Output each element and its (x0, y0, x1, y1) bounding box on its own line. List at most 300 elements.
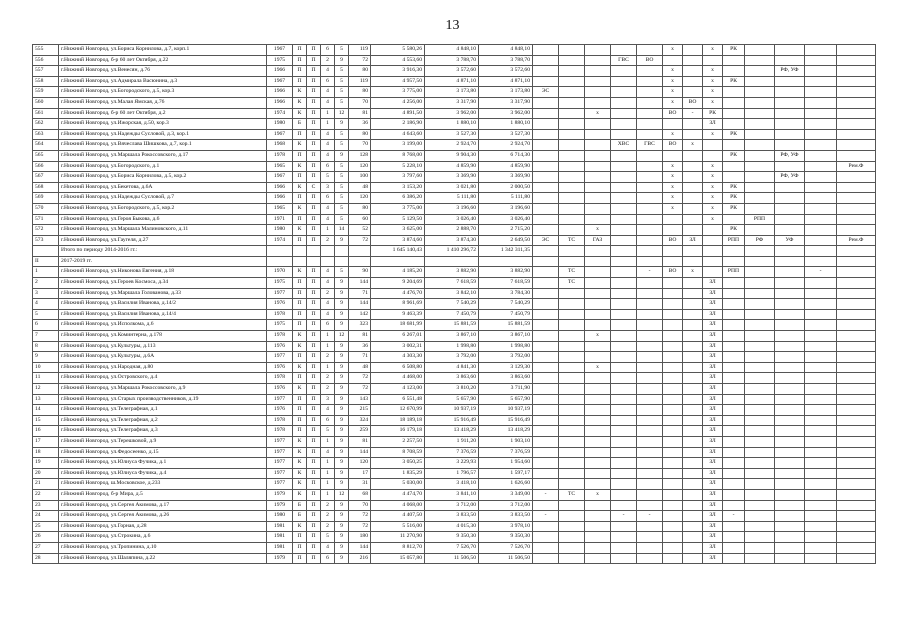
table-cell: 1 (321, 436, 335, 447)
table-cell: 1977 (267, 436, 293, 447)
table-cell: 1966 (267, 87, 293, 98)
table-cell: К (293, 108, 307, 119)
table-row (33, 426, 876, 437)
table-cell: П (307, 394, 321, 405)
table-row (33, 150, 876, 161)
table-cell (585, 405, 611, 416)
table-cell (663, 373, 683, 384)
table-cell: П (307, 373, 321, 384)
table-cell (775, 532, 805, 543)
table-cell (585, 447, 611, 458)
table-cell: 1 835,29 (371, 468, 425, 479)
address-cell: г.Нижний Новгород, ул.Богородского, д.1 (59, 161, 267, 172)
table-cell (559, 182, 585, 193)
table-cell: 1976 (267, 299, 293, 310)
table-cell (723, 172, 745, 183)
table-cell (637, 405, 663, 416)
table-cell: 2 (321, 235, 335, 246)
table-cell (585, 76, 611, 87)
table-cell (611, 542, 637, 553)
table-cell: 1978 (267, 426, 293, 437)
table-cell: 4 848,10 (425, 45, 479, 56)
table-cell (805, 394, 837, 405)
table-cell: 8 768,00 (371, 150, 425, 161)
table-cell: П (307, 436, 321, 447)
table-cell: 259 (349, 426, 371, 437)
table-cell (611, 309, 637, 320)
table-cell (611, 278, 637, 289)
table-cell: 1978 (267, 373, 293, 384)
table-cell: 5 (335, 182, 349, 193)
table-cell (637, 97, 663, 108)
table-cell: 144 (349, 447, 371, 458)
table-cell (745, 182, 775, 193)
table-cell (775, 373, 805, 384)
table-cell: 4 841,30 (425, 362, 479, 373)
table-cell: 72 (349, 373, 371, 384)
table-cell: П (307, 299, 321, 310)
table-cell (805, 140, 837, 151)
table-cell: 1966 (267, 97, 293, 108)
table-cell: 28 (33, 553, 59, 564)
table-cell: 3 867,10 (479, 331, 533, 342)
address-cell: г.Нижний Новгород, ул.Ижорская, д.50, кор.3 (59, 119, 267, 130)
table-cell (637, 214, 663, 225)
table-cell (683, 500, 703, 511)
table-cell (533, 76, 559, 87)
table-cell (805, 150, 837, 161)
address-cell: г.Нижний Новгород, ул.Строкина, д.6 (59, 532, 267, 543)
table-cell: 5 (335, 267, 349, 278)
table-cell: 17 (349, 468, 371, 479)
table-cell (637, 150, 663, 161)
table-cell: 6 (321, 161, 335, 172)
table-cell (837, 309, 876, 320)
table-cell: 80 (349, 129, 371, 140)
table-cell (775, 521, 805, 532)
table-cell: 3 978,10 (479, 521, 533, 532)
table-cell: 4 (321, 267, 335, 278)
table-row (33, 45, 876, 56)
table-cell (637, 182, 663, 193)
table-row (33, 542, 876, 553)
table-row (33, 225, 876, 236)
table-cell (805, 331, 837, 342)
table-cell (805, 415, 837, 426)
table-cell: х (703, 203, 723, 214)
table-cell (837, 55, 876, 66)
table-row (33, 193, 876, 204)
table-cell (637, 66, 663, 77)
table-cell: 3 874,30 (425, 235, 479, 246)
table-cell (637, 394, 663, 405)
address-cell: г.Нижний Новгород, ул.Юлиуса Фучика, д.4 (59, 468, 267, 479)
table-cell: х (703, 97, 723, 108)
table-row (33, 288, 876, 299)
address-cell: г.Нижний Новгород, ул.Исполкома, д.6 (59, 320, 267, 331)
table-cell (611, 415, 637, 426)
table-cell: П (307, 331, 321, 342)
table-cell: 556 (33, 55, 59, 66)
table-cell: П (307, 447, 321, 458)
table-cell (637, 352, 663, 363)
table-cell: ТС (559, 235, 585, 246)
table-row (33, 267, 876, 278)
table-cell (663, 500, 683, 511)
table-cell (837, 415, 876, 426)
address-cell: г.Нижний Новгород, ул.Культуры, д.113 (59, 341, 267, 352)
table-cell (611, 66, 637, 77)
table-cell: х (703, 182, 723, 193)
table-cell: 1 (321, 225, 335, 236)
table-cell (775, 500, 805, 511)
table-cell (745, 553, 775, 564)
table-cell: 11 (33, 373, 59, 384)
table-cell (611, 373, 637, 384)
table-cell: 80 (349, 66, 371, 77)
table-cell (837, 489, 876, 500)
table-cell: 72 (349, 384, 371, 395)
table-cell: 1 (321, 341, 335, 352)
table-row (33, 521, 876, 532)
table-cell: 8 812,70 (371, 542, 425, 553)
table-row (33, 458, 876, 469)
table-cell (805, 489, 837, 500)
address-cell: г.Нижний Новгород, ул.Гаугеля, д.27 (59, 235, 267, 246)
table-cell (533, 447, 559, 458)
table-cell: ГВС (637, 140, 663, 151)
table-cell: 5 (335, 66, 349, 77)
table-cell (663, 119, 683, 130)
table-cell (559, 299, 585, 310)
address-cell: 2017-2019 гг. (59, 256, 267, 267)
table-cell (745, 320, 775, 331)
table-cell (703, 150, 723, 161)
table-cell (683, 225, 703, 236)
table-cell: 1 342 311,35 (479, 246, 533, 257)
table-cell (805, 521, 837, 532)
table-cell (837, 426, 876, 437)
table-cell: 9 (335, 362, 349, 373)
table-cell: 1981 (267, 521, 293, 532)
table-cell (723, 489, 745, 500)
table-cell: 3 788,70 (479, 55, 533, 66)
table-cell: ЗЛ (703, 500, 723, 511)
table-cell: П (307, 426, 321, 437)
table-cell: 3 196,60 (425, 203, 479, 214)
table-cell: 1 (321, 479, 335, 490)
table-cell (723, 373, 745, 384)
table-cell: 1 998,80 (479, 341, 533, 352)
table-cell: 2 (321, 521, 335, 532)
table-cell: ХВС (611, 140, 637, 151)
table-cell: 3 173,80 (479, 87, 533, 98)
table-row (33, 447, 876, 458)
table-row (33, 468, 876, 479)
table-cell (559, 553, 585, 564)
table-cell (559, 288, 585, 299)
address-cell: г.Нижний Новгород, ул.Сергея Акимова, д.17 (59, 500, 267, 511)
table-cell: 18 681,99 (371, 320, 425, 331)
table-cell: ГАЗ (585, 235, 611, 246)
table-cell (805, 320, 837, 331)
table-cell: РК (723, 225, 745, 236)
table-row (33, 309, 876, 320)
table-cell: 11 506,50 (479, 553, 533, 564)
table-cell: Рем.Ф (837, 161, 876, 172)
table-cell: 14 (335, 225, 349, 236)
table-cell: П (307, 235, 321, 246)
table-cell (683, 87, 703, 98)
table-cell (611, 288, 637, 299)
table-cell (745, 45, 775, 56)
table-cell: ЭС (533, 87, 559, 98)
table-cell: 3 874,60 (371, 235, 425, 246)
address-cell: г.Нижний Новгород, ш.Московское, д.233 (59, 479, 267, 490)
table-cell: П (307, 278, 321, 289)
table-cell: 323 (349, 320, 371, 331)
table-cell (745, 489, 775, 500)
table-cell (559, 87, 585, 98)
table-cell: 60 (349, 214, 371, 225)
table-cell (745, 500, 775, 511)
table-cell: ЗЛ (703, 373, 723, 384)
table-cell: 1975 (267, 320, 293, 331)
table-cell: П (307, 500, 321, 511)
table-cell (585, 140, 611, 151)
table-cell: х (663, 161, 683, 172)
table-cell: 4 407,50 (371, 511, 425, 522)
table-cell: х (663, 66, 683, 77)
table-cell: 13 (33, 394, 59, 405)
table-row (33, 119, 876, 130)
table-cell: РК (723, 76, 745, 87)
table-cell: 4 476,70 (371, 288, 425, 299)
table-cell (837, 468, 876, 479)
table-row (33, 532, 876, 543)
table-cell: 48 (349, 182, 371, 193)
table-cell: 561 (33, 108, 59, 119)
table-cell (837, 256, 876, 267)
table-cell (637, 87, 663, 98)
table-cell: 3 962,00 (425, 108, 479, 119)
table-cell (663, 246, 683, 257)
table-cell: ЗЛ (703, 341, 723, 352)
address-cell: г.Нижний Новгород, ул.Горная, д.28 (59, 521, 267, 532)
table-cell (745, 415, 775, 426)
table-cell (703, 256, 723, 267)
table-cell: 3 792,00 (425, 352, 479, 363)
table-cell (837, 119, 876, 130)
table-cell: 9 (335, 511, 349, 522)
address-cell: г.Нижний Новгород, ул.Героев Космоса, д.34 (59, 278, 267, 289)
address-cell: г.Нижний Новгород, б-р Мира, д.5 (59, 489, 267, 500)
table-cell (837, 193, 876, 204)
table-cell (723, 500, 745, 511)
table-cell (775, 542, 805, 553)
table-cell: 562 (33, 119, 59, 130)
table-row (33, 352, 876, 363)
table-cell: П (307, 352, 321, 363)
table-cell (559, 426, 585, 437)
table-cell (805, 119, 837, 130)
table-cell: х (703, 172, 723, 183)
table-cell (723, 278, 745, 289)
table-cell (683, 511, 703, 522)
address-cell: Итого по периоду 2014-2016 гг.: (59, 246, 267, 257)
table-cell (585, 172, 611, 183)
table-cell: 3 527,30 (425, 129, 479, 140)
table-cell: 1975 (267, 55, 293, 66)
table-cell: 81 (349, 108, 371, 119)
table-cell (559, 66, 585, 77)
table-cell (805, 436, 837, 447)
table-cell (585, 150, 611, 161)
table-cell: 3 317,90 (479, 97, 533, 108)
table-cell (611, 97, 637, 108)
table-cell: 10 937,19 (479, 405, 533, 416)
table-cell (637, 489, 663, 500)
table-cell: 5 (33, 309, 59, 320)
table-cell: П (293, 235, 307, 246)
table-cell: 120 (349, 458, 371, 469)
table-cell: 4 (321, 150, 335, 161)
table-cell (663, 394, 683, 405)
table-cell (637, 415, 663, 426)
table-cell (745, 447, 775, 458)
table-cell (611, 108, 637, 119)
table-cell (745, 97, 775, 108)
table-cell: 12 670,99 (371, 405, 425, 416)
table-cell (745, 193, 775, 204)
table-cell: П (293, 532, 307, 543)
table-cell (307, 246, 321, 257)
table-cell: 119 (349, 76, 371, 87)
table-cell (837, 542, 876, 553)
table-cell: 6 (33, 320, 59, 331)
table-cell (533, 108, 559, 119)
table-cell: 31 (349, 479, 371, 490)
table-cell (559, 256, 585, 267)
table-cell (585, 45, 611, 56)
table-cell (775, 479, 805, 490)
table-cell: 120 (349, 193, 371, 204)
table-cell (805, 426, 837, 437)
table-cell: П (307, 267, 321, 278)
table-cell: П (293, 288, 307, 299)
table-cell (775, 331, 805, 342)
table-cell (805, 193, 837, 204)
table-cell: 6 714,30 (479, 150, 533, 161)
table-cell: УФ (775, 235, 805, 246)
table-cell: К (293, 436, 307, 447)
table-cell (637, 76, 663, 87)
table-cell: 3 784,30 (479, 288, 533, 299)
table-cell: 4 859,90 (479, 161, 533, 172)
table-cell: ВО (663, 267, 683, 278)
table-cell: 9 (335, 278, 349, 289)
table-cell: 5 516,00 (371, 521, 425, 532)
table-cell: - (533, 511, 559, 522)
table-cell: П (307, 511, 321, 522)
table-cell: 2 924,70 (425, 140, 479, 151)
table-cell: 9 (335, 436, 349, 447)
table-cell (585, 500, 611, 511)
table-cell (533, 246, 559, 257)
table-cell (723, 436, 745, 447)
table-cell (837, 458, 876, 469)
table-cell (637, 331, 663, 342)
table-cell: ЗЛ (703, 468, 723, 479)
table-cell (745, 225, 775, 236)
table-cell (723, 468, 745, 479)
table-cell: К (293, 203, 307, 214)
table-cell (745, 373, 775, 384)
table-cell (611, 489, 637, 500)
table-cell: 4 256,00 (371, 97, 425, 108)
table-cell (559, 108, 585, 119)
table-cell: К (293, 362, 307, 373)
table-cell (775, 140, 805, 151)
table-cell: 1 (321, 108, 335, 119)
table-cell (585, 373, 611, 384)
table-cell: П (293, 55, 307, 66)
table-cell: 1977 (267, 352, 293, 363)
table-cell: 9 (335, 521, 349, 532)
table-cell (611, 193, 637, 204)
table-cell: 1967 (267, 45, 293, 56)
table-cell (559, 436, 585, 447)
table-cell (611, 235, 637, 246)
table-cell (585, 246, 611, 257)
table-cell (637, 458, 663, 469)
table-cell: х (663, 172, 683, 183)
table-row (33, 172, 876, 183)
table-cell: РФ, УФ (775, 66, 805, 77)
address-cell: г.Нижний Новгород, ул.Никонова Евгения, д.18 (59, 267, 267, 278)
table-cell: - (611, 511, 637, 522)
table-cell: 72 (349, 511, 371, 522)
address-cell: г.Нижний Новгород, ул.Шаляпина, д.22 (59, 553, 267, 564)
table-cell (611, 532, 637, 543)
table-cell (611, 436, 637, 447)
table-cell: 1 796,57 (425, 468, 479, 479)
table-cell: ВО (683, 97, 703, 108)
table-cell (559, 320, 585, 331)
table-cell (559, 394, 585, 405)
table-cell: 2 (321, 352, 335, 363)
table-cell: 9 (335, 426, 349, 437)
table-cell: 5 580,26 (371, 45, 425, 56)
table-cell (683, 203, 703, 214)
table-cell: ЗЛ (703, 331, 723, 342)
table-cell (637, 193, 663, 204)
table-cell (683, 76, 703, 87)
table-cell (585, 384, 611, 395)
table-cell: П (307, 405, 321, 416)
address-cell: г.Нижний Новгород, ул.Маршала Рокоссовского, д.9 (59, 384, 267, 395)
table-cell: П (307, 172, 321, 183)
table-cell: 570 (33, 203, 59, 214)
table-cell (585, 415, 611, 426)
table-cell: х (663, 193, 683, 204)
table-cell (805, 479, 837, 490)
table-cell (611, 320, 637, 331)
table-cell: 1978 (267, 415, 293, 426)
table-cell: 1975 (267, 278, 293, 289)
table-cell: х (703, 193, 723, 204)
table-cell (683, 150, 703, 161)
